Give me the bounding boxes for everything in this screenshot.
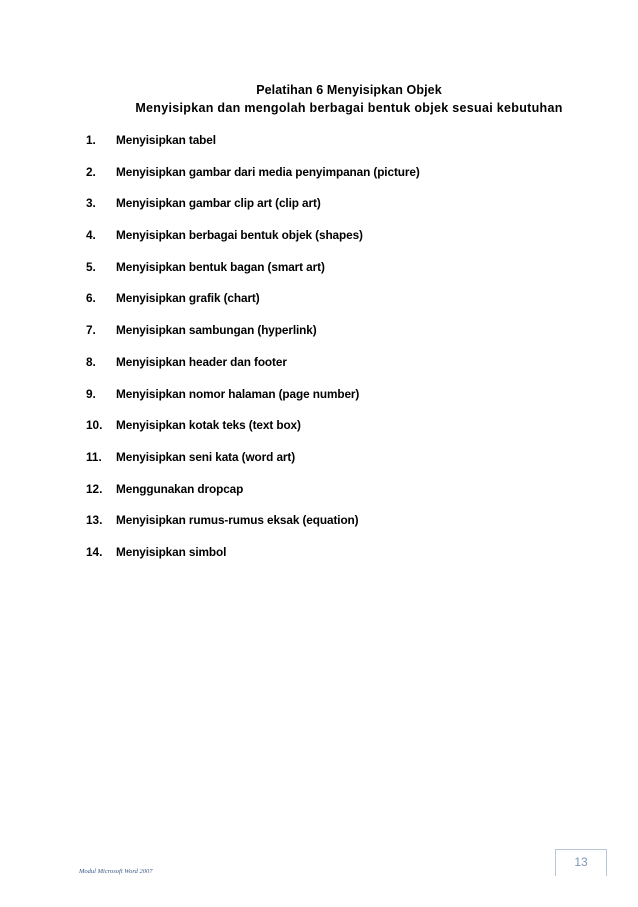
footer-text: Modul Microsoft Word 2007 bbox=[79, 868, 153, 875]
list-item-text: Menyisipkan gambar clip art (clip art) bbox=[116, 196, 321, 211]
page-number: 13 bbox=[555, 849, 607, 876]
list-item-number: 12. bbox=[86, 481, 103, 496]
list-item-number: 1. bbox=[86, 133, 96, 147]
list-item-text: Menyisipkan nomor halaman (page number) bbox=[116, 386, 360, 401]
page-title: Pelatihan 6 Menyisipkan Objek bbox=[256, 83, 442, 97]
list-item-number: 3. bbox=[86, 196, 96, 211]
list-item-number: 2. bbox=[86, 164, 96, 179]
list-item-text: Menyisipkan rumus-rumus eksak (equation) bbox=[116, 513, 359, 528]
list-item-number: 13. bbox=[86, 513, 103, 528]
list-item-number: 4. bbox=[86, 228, 96, 243]
list-item-number: 9. bbox=[86, 386, 96, 401]
list-item-text: Menyisipkan grafik (chart) bbox=[116, 291, 260, 306]
list-item-text: Menyisipkan bentuk bagan (smart art) bbox=[116, 259, 325, 274]
list-item-number: 6. bbox=[86, 291, 96, 306]
list-item-number: 8. bbox=[86, 354, 96, 369]
list-item-number: 11. bbox=[86, 449, 102, 464]
list-item-text: Menyisipkan gambar dari media penyimpanan (picture) bbox=[116, 164, 420, 179]
list-item-text: Menyisipkan kotak teks (text box) bbox=[116, 418, 301, 433]
list-item-text: Menyisipkan header dan footer bbox=[116, 354, 287, 369]
list-item-text: Menyisipkan simbol bbox=[116, 544, 227, 559]
list-item-number: 7. bbox=[86, 323, 96, 338]
list-item-text: Menyisipkan berbagai bentuk objek (shapes) bbox=[116, 228, 363, 243]
list-item-number: 10. bbox=[86, 418, 103, 433]
list-item-text: Menyisipkan sambungan (hyperlink) bbox=[116, 323, 317, 338]
list-item-number: 14. bbox=[86, 544, 103, 559]
list-item-text: Menyisipkan tabel bbox=[116, 133, 216, 147]
page-subtitle: Menyisipkan dan mengolah berbagai bentuk objek sesuai kebutuhan bbox=[135, 101, 563, 115]
list-item-text: Menggunakan dropcap bbox=[116, 481, 244, 496]
list-item-text: Menyisipkan seni kata (word art) bbox=[116, 449, 296, 464]
list-item-number: 5. bbox=[86, 259, 96, 274]
